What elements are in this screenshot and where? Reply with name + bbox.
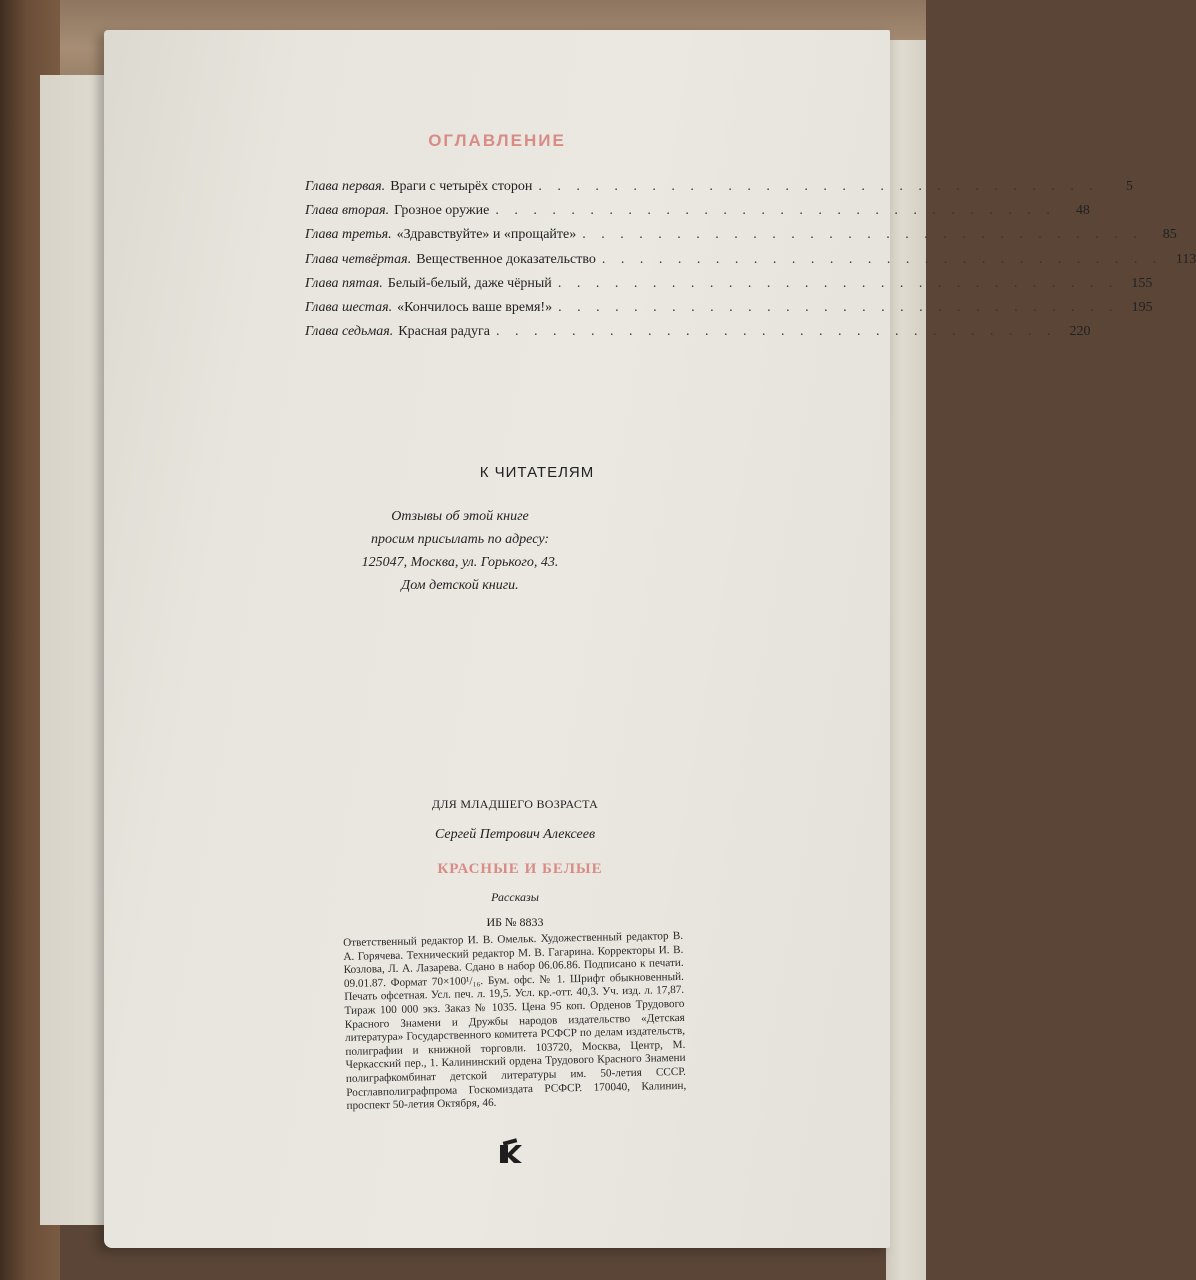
toc-chapter-name: Красная радуга xyxy=(398,324,490,340)
toc-chapter-label: Глава первая. xyxy=(305,179,386,194)
readers-line: Дом детской книги. xyxy=(401,578,519,593)
readers-note xyxy=(300,505,620,597)
toc-chapter-label: Глава третья. xyxy=(305,227,392,243)
readers-line: просим присылать по адресу: xyxy=(370,532,550,547)
toc-chapter-name: «Кончилось ваше время!» xyxy=(397,299,553,315)
toc-chapter-label: Глава пятая. xyxy=(305,275,383,291)
toc-leader-dots: . . . . . . . . . . . . . . . . . . . . . . . . . . . . . . xyxy=(582,227,1143,243)
toc-leader-dots: . . . . . . . . . . . . . . . . . . . . . . . . . . . . . . xyxy=(495,324,1057,340)
toc-chapter-label: Глава вторая. xyxy=(305,203,390,219)
age-group: ДЛЯ МЛАДШЕГО ВОЗРАСТА xyxy=(431,797,599,811)
readers-address: 125047, Москва, ул. Горького, 43. xyxy=(361,555,559,570)
toc-page-number: 48 xyxy=(1075,203,1090,219)
toc-page-number: 155 xyxy=(1131,275,1153,291)
toc-entry xyxy=(305,324,1091,348)
readers-heading: К ЧИТАТЕЛЯМ xyxy=(479,464,595,481)
toc-entry xyxy=(305,299,1153,324)
toc-page-number: 113 xyxy=(1175,251,1196,267)
toc-page-number: 220 xyxy=(1069,324,1091,340)
toc-page-number: 85 xyxy=(1162,227,1177,243)
readers-line: Отзывы об этой книге xyxy=(391,509,529,524)
toc-chapter-name: Враги с четырёх сторон xyxy=(390,179,533,194)
toc-entry xyxy=(305,251,1196,276)
toc-chapter-name: Белый-белый, даже чёрный xyxy=(387,275,552,291)
toc-leader-dots: . . . . . . . . . . . . . . . . . . . . . . . . . . . . . . xyxy=(601,251,1163,267)
toc-list xyxy=(305,179,1196,348)
toc-leader-dots: . . . . . . . . . . . . . . . . . . . . . . . . . . . . . . xyxy=(558,299,1119,315)
toc-entry xyxy=(305,275,1153,300)
imprint-text: Ответственный редактор И. В. Омельк. Художественный редактор В. А. Горячева. Технический редактор М. В. Гагарина. Корректоры И. В. Козлова, Л. А. Лазарева. Сдано в набор 06.06.86. Подписано к печати. 09.01.87. Формат 70×100¹/₁₆. Бум. офс. № 1. Шрифт обыкновенный. Печать офсетная. Усл. печ. л. 19,5. Усл. кр.-отт. 40,3. Уч. изд. л. 17,87. Тираж 100 000 экз. Заказ № 1035. Цена 95 коп. Орденов Трудового Красного Знамени и Дружбы народов издательство «Детская литература» Государственного комитета РСФСР по делам издательств, полиграфии и книжной торговли. 103720, Москва, Центр, М. Черкасский пер., 1. Калининский ордена Трудового Красного Знамени полиграфкомбинат детской литературы им. 50-летия СССР. Росглавполиграфпрома Госкомиздата РСФСР. 170040, Калинин, проспект 50-летия Октября, 46. xyxy=(343,929,687,1113)
toc-page-number: 5 xyxy=(1125,179,1133,194)
toc-chapter-label: Глава шестая. xyxy=(305,299,393,315)
toc-entry xyxy=(305,179,1133,203)
toc-chapter-name: «Здравствуйте» и «прощайте» xyxy=(396,227,577,243)
toc-chapter-label: Глава седьмая. xyxy=(305,324,394,340)
book-genre: Рассказы xyxy=(491,890,539,904)
toc-entry xyxy=(305,203,1090,227)
author-name: Сергей Петрович Алексеев xyxy=(434,827,596,842)
toc-chapter-name: Грозное оружие xyxy=(394,203,490,219)
publisher-logo-icon xyxy=(496,1137,526,1167)
ib-number: ИБ № 8833 xyxy=(486,915,544,929)
next-page-edge xyxy=(886,40,926,1280)
toc-leader-dots: . . . . . . . . . . . . . . . . . . . . . . . . . . . . . . xyxy=(538,179,1099,194)
toc-entry xyxy=(305,227,1177,251)
toc-leader-dots: . . . . . . . . . . . . . . . . . . . . . . . . . . . . . . xyxy=(495,203,1056,219)
toc-chapter-name: Вещественное доказательство xyxy=(416,251,596,267)
toc-leader-dots: . . . . . . . . . . . . . . . . . . . . . . . . . . . . . . xyxy=(557,275,1119,291)
toc-page-number: 195 xyxy=(1131,299,1153,315)
toc-title: ОГЛАВЛЕНИЕ xyxy=(428,131,566,150)
toc-chapter-label: Глава четвёртая. xyxy=(305,251,412,267)
book-title: КРАСНЫЕ И БЕЛЫЕ xyxy=(437,861,603,877)
